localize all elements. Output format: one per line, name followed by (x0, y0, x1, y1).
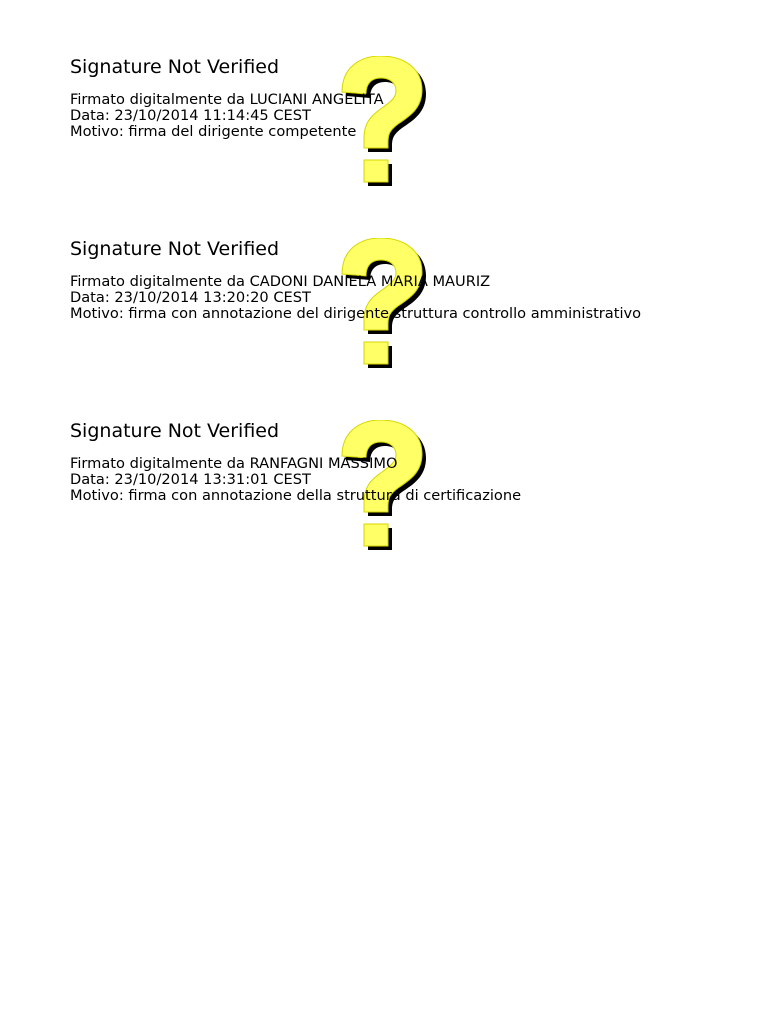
signature-details (70, 274, 641, 322)
signature-status: Signature Not Verified (70, 56, 280, 78)
signer-line: Firmato digitalmente da LUCIANI ANGELITA (70, 91, 384, 108)
reason-line: Motivo: firma del dirigente competente (70, 123, 357, 140)
date-line: Data: 23/10/2014 11:14:45 CEST (70, 107, 311, 124)
date-line: Data: 23/10/2014 13:31:01 CEST (70, 471, 311, 488)
reason-line: Motivo: firma con annotazione della struttura di certificazione (70, 487, 522, 504)
signature-status: Signature Not Verified (70, 238, 280, 260)
signature-status: Signature Not Verified (70, 420, 280, 442)
signature-block (0, 238, 770, 408)
reason-line: Motivo: firma con annotazione del dirigente struttura controllo amministrativo (70, 305, 642, 322)
signer-line: Firmato digitalmente da CADONI DANIELA MARIA MAURIZ (70, 273, 491, 290)
signature-details (70, 92, 384, 140)
signature-details (70, 456, 521, 504)
signer-line: Firmato digitalmente da RANFAGNI MASSIMO (70, 455, 398, 472)
signature-block (0, 420, 770, 590)
signature-block (0, 56, 770, 226)
date-line: Data: 23/10/2014 13:20:20 CEST (70, 289, 311, 306)
